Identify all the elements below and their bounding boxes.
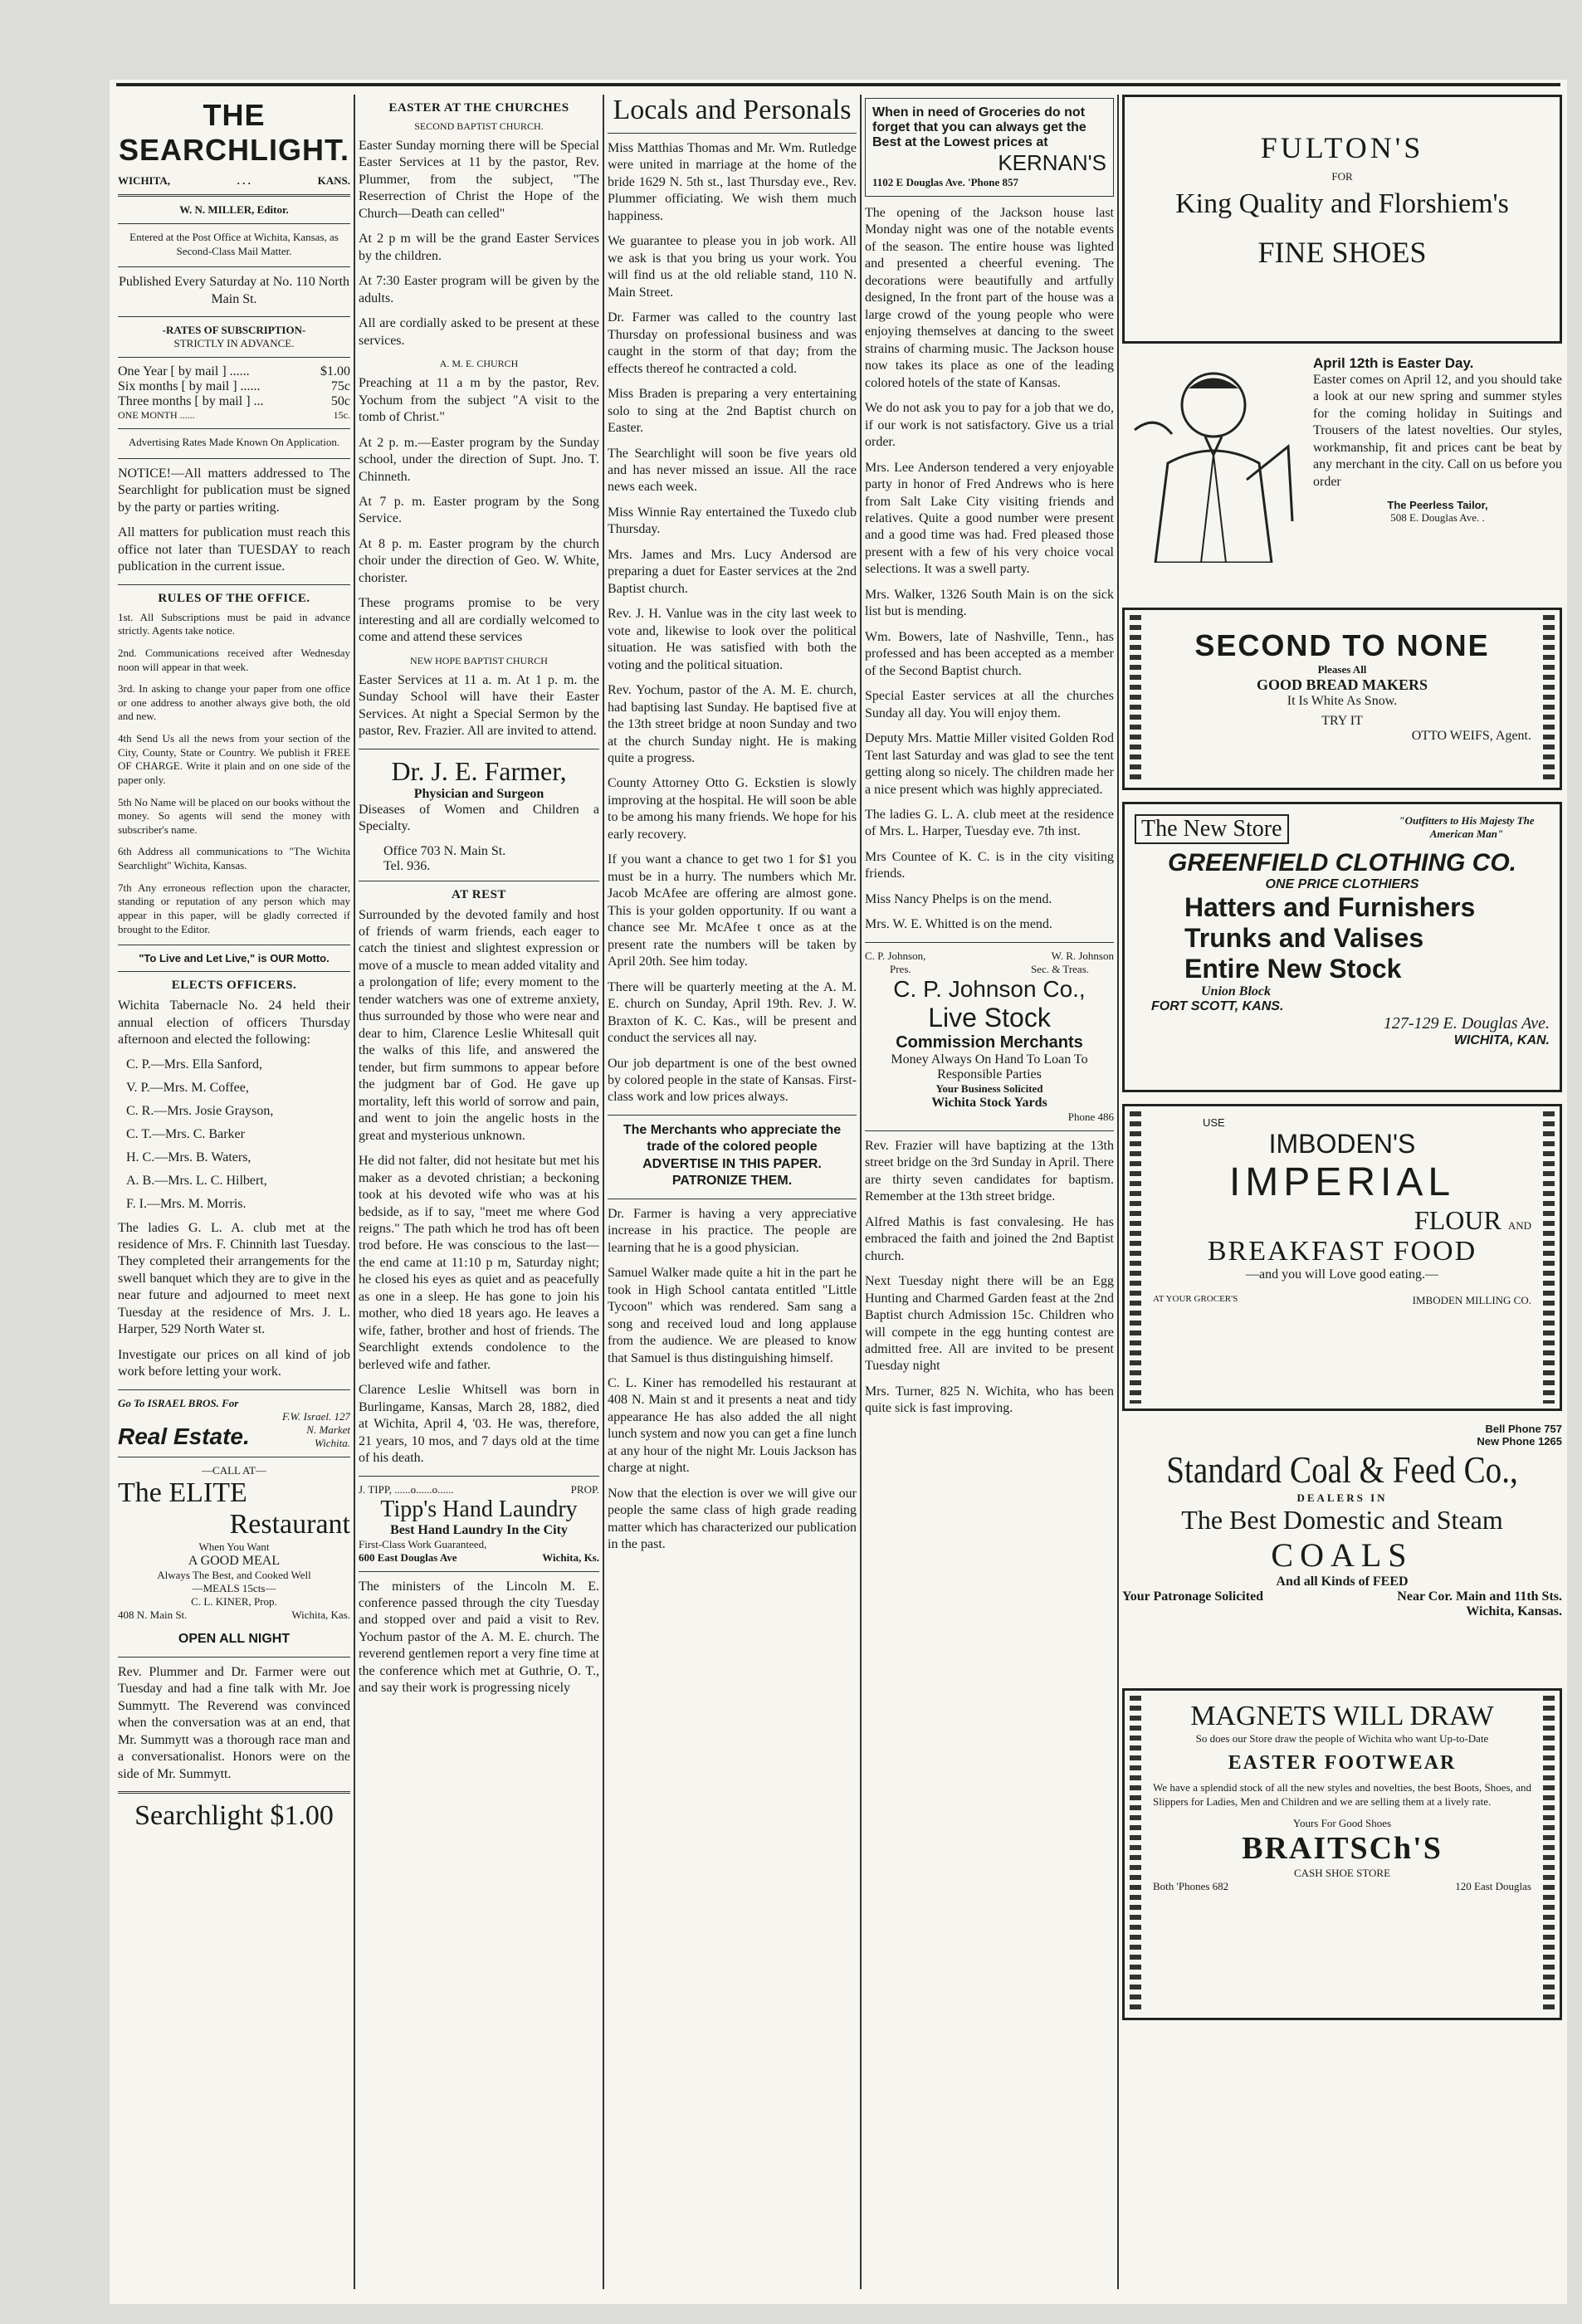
article-paragraph: Investigate our prices on all kind of job work before letting your work. [118,1347,350,1379]
divider [118,357,350,358]
merchants-notice: The Merchants who appreciate the trade of the colored people ADVERTISE IN THIS PAPER. PATRONIZE THEM. [623,1122,842,1189]
divider [118,316,350,317]
article-paragraph: Miss Nancy Phelps is on the mend. [865,891,1052,906]
column-rule [860,95,862,2289]
officer-line: A. B.—Mrs. L. C. Hilbert, [126,1173,267,1188]
top-rule [116,83,1560,86]
article-paragraph: Easter Sunday morning there will be Special Easter Services at 11 by the pastor, Rev. Plummer, from the subject, "The Reserrection of Christ the Hope of the Church—Death can celled" [359,139,599,221]
tipp-best: Best Hand Laundry In the City [390,1522,568,1537]
article-paragraph: Special Easter services at all the churches Sunday all day. You will enjoy them. [865,689,1114,720]
bread-ad: SECOND TO NONE Pleases All GOOD BREAD MAKERS It Is White As Snow. TRY IT OTTO WEIFS, Agent. [1122,608,1562,790]
column-rule [603,95,604,2289]
article-paragraph: County Attorney Otto G. Eckstien is slowly improving at the hospital. He will soon be able to be among his many friends. We hope for his early recovery. [608,776,857,842]
article-paragraph: Mrs. Walker, 1326 South Main is on the sick list but is mending. [865,587,1114,619]
article-paragraph: Surrounded by the devoted family and host of friends of warm friends, each eager to catch the tiniest and slightest expression or move of a muscle to mean added vitality and a prolongation of life; every moment to the tender watchers was one of extreme anxiety, thus surrounded by those who were near and dear to him, Clarence Leslie Whitesall quit the walks of this life, and answered the tender, but firm summons to appear before the judgment bar of God. He gave up mortality, left this world of sorrow and pain, and went to join the angelic hosts in the great and mysterious unknown. [359,907,599,1143]
article-paragraph: The ladies G. L. A. club met at the residence of Mrs. F. Chinnith last Tuesday. They completed their arrangements for the swell banquet which they are to give in the near future and adjourned to meet next Tuesday at the residence of Mrs. J. L. Harper, 529 North Water st. [118,1220,350,1337]
article-paragraph: Miss Matthias Thomas and Mr. Wm. Rutledge were united in marriage at the home of the bride 1629 N. 5th st., last Thursday eve., Rev. Plummer officiating. We wish them much happiness. [608,141,857,223]
divider [865,942,1114,943]
coal-ad: Bell Phone 757 New Phone 1265 Standard Coal & Feed Co., DEALERS IN The Best Domestic and Steam COALS And all Kinds of FEED Your Patronage Solicited Near Cor. Main and 11th Sts. Wichita, Kansas. [1122,1423,1562,1618]
fulton-ad: FULTON'S FOR King Quality and Florshiem's FINE SHOES [1122,95,1562,344]
divider [359,1476,599,1477]
divider [118,584,350,585]
elite-address: 408 N. Main St. Wichita, Kas. [118,1608,350,1621]
article-paragraph: Mrs. Turner, 825 N. Wichita, who has been quite sick is fast improving. [865,1384,1114,1416]
rate-row: One Year [ by mail ] ...... $1.00 [118,364,350,379]
article-paragraph: At 8 p. m. Easter program by the church choir under the direction of Geo. W. White, chorister. [359,536,599,585]
newspaper-page [110,80,1567,2304]
article-paragraph: There will be quarterly meeting at the A. M. E. church on Sunday, April 19th. Rev. J. W. Braxton of K. C. Kas., will be present and conduct the services all nay. [608,979,857,1046]
column-1 [118,95,350,2289]
elite-open: OPEN ALL NIGHT [178,1631,291,1646]
column-rule [1117,95,1119,2289]
article-paragraph: Mrs Countee of K. C. is in the city visiting friends. [865,849,1114,881]
article-paragraph: Alfred Mathis is fast convalesing. He has embraced the faith and joined the 2nd Baptist church. [865,1214,1114,1263]
kernan-name: KERNAN'S [998,150,1106,175]
article-paragraph: Next Tuesday night there will be an Egg Hunting and Charmed Garden feast at the 2nd Baptist church Admission 15c. Children who will compete in the egg hunting contest are admitted free. All are invited to be present Tuesday night [865,1274,1114,1374]
divider [118,428,350,429]
divider [865,1130,1114,1131]
officer-line: F. I.—Mrs. M. Morris. [126,1196,247,1211]
article-paragraph: The ministers of the Lincoln M. E. conference passed through the city Tuesday and stopped over and paid a visit to Rev. Yochum pastor of the A. M. E. church. The reverend gentlemen report a very fine time at the conference which met at Guthrie, O. T., and say their work is progressing nicely [359,1579,599,1696]
article-paragraph: Rev. Yochum, pastor of the A. M. E. church, had baptising last Sunday. He baptised five at the 13th street bridge at noon Sunday and two at the church Sunday night. He is making quite a progress. [608,683,857,765]
rules-heading: RULES OF THE OFFICE. [158,591,310,605]
elite-name: The ELITE [118,1477,247,1508]
article-paragraph: Dr. Farmer was called to the country last Thursday on professional business and was caught in the storm of that day; from the effects thereof he contracted a cold. [608,310,857,376]
cpj-commission: Commission Merchants [896,1033,1083,1052]
article-paragraph: Wm. Bowers, late of Nashville, Tenn., has professed and has been accepted as a member of the Second Baptist church. [865,629,1114,678]
tailor-illustration-icon [1122,355,1305,563]
article-paragraph: We do not ask you to pay for a job that we do, if our work is not satisfactory. Give us a trial order. [865,401,1114,450]
officer-line: C. R.—Mrs. Josie Grayson, [126,1103,274,1118]
cpj-livestock: Live Stock [928,1002,1051,1033]
rule-item: 5th No Name will be placed on our books without the money. So agents will send the money with subscriber's name. [118,795,350,836]
divider [118,223,350,224]
rest-heading: AT REST [452,887,506,901]
easter-heading: EASTER AT THE CHURCHES [388,101,569,115]
advertising-note: Advertising Rates Made Known On Application. [128,436,340,449]
kernan-address: 1102 E Douglas Ave. 'Phone 857 [872,176,1019,188]
article-paragraph: We guarantee to please you in job work. All we ask is that you bring us your work. You will find us at the old reliable stand, 110 N. Main Street. [608,234,857,300]
divider [118,1657,350,1658]
officer-line: C. P.—Mrs. Ella Sanford, [126,1057,262,1072]
divider [118,458,350,459]
article-paragraph: At 7:30 Easter program will be given by the adults. [359,274,599,305]
rule-item: 2nd. Communications received after Wednesday noon will appear in that week. [118,646,350,673]
price-banner: Searchlight $1.00 [134,1800,334,1832]
rule-item: 3rd. In asking to change your paper from one office or one address to another always give both, the old and new. [118,682,350,723]
masthead-place: WICHITA, . . . KANS. [118,174,350,187]
article-paragraph: All are cordially asked to be present at these services. [359,316,599,348]
elite-best: Always The Best, and Cooked Well [157,1568,311,1581]
article-paragraph: At 7 p. m. Easter program by the Song Service. [359,494,599,526]
article-paragraph: The ladies G. L. A. club meet at the residence of Mrs. L. Harper, Tuesday eve. 7th inst. [865,808,1114,839]
article-paragraph: Wichita Tabernacle No. 24 held their annual election of officers Thursday afternoon and elected the following: [118,998,350,1047]
church-heading: A. M. E. CHURCH [439,358,519,370]
tipp-title: Tipp's Hand Laundry [380,1496,578,1522]
rule-item: 1st. All Subscriptions must be paid in advance strictly. Agents take notice. [118,610,350,637]
farmer-tel: Tel. 936. [383,858,431,873]
divider [608,133,857,134]
cpj-ad: C. P. Johnson, W. R. Johnson Pres. Sec. & Treas. C. P. Johnson Co., Live Stock Commission Merchants Money Always On Hand To Loan To Responsible Parties Your Business Solicited Wichita Stock Yards Phone 486 [865,949,1114,1123]
divider [118,1389,350,1390]
elite-want: When You Want [198,1540,270,1553]
cpj-phone: Phone 486 [1067,1110,1114,1123]
divider [359,1571,599,1572]
article-paragraph: C. L. Kiner has remodelled his restaurant at 408 N. Main st and it presents a neat and tidy appearance He has also added the all night lunch system and now you can get a fine lunch at any hour of the night Mr. Louis Jackson has charge at night. [608,1376,857,1476]
officer-line: H. C.—Mrs. B. Waters, [126,1150,251,1164]
column-5-ads [1122,95,1562,2289]
kernan-ad: When in need of Groceries do not forget that you can always get the Best at the Lowest prices at KERNAN'S 1102 E Douglas Ave. 'Phone 857 [865,98,1114,197]
article-paragraph: Rev. Frazier will have baptizing at the 13th street bridge on the 3rd Sunday in April. There are thirty seven candidates for baptism. Remember at the 13th street bridge. [865,1138,1114,1204]
article-paragraph: Easter Services at 11 a. m. At 1 p. m. the Sunday School will have their Easter Services. At night a Special Sermon by the pastor, Rev. Frazier. All are invited to attend. [359,672,599,739]
cpj-solicit: Your Business Solicited [935,1081,1043,1095]
column-3 [608,95,857,2289]
article-paragraph: Now that the election is over we will give our people the same class of high grade reading matter which has characterized our publication in the past. [608,1486,857,1552]
rule-item: 6th Address all communications to "The Wichita Searchlight" Wichita, Kansas. [118,845,350,872]
article-paragraph: Mrs. Lee Anderson tendered a very enjoyable party in honor of Fred Andrews who is here from Salt Lake City visiting friends and relatives. Quite a good number were present and a good time was had. Fred pleased those present with a few of his very choice vocal selections. It was a swell party. [865,460,1114,577]
article-paragraph: At 2 p m will be the grand Easter Services by the children. [359,232,599,263]
imboden-ad: USE IMBODEN'S IMPERIAL FLOUR AND BREAKFAST FOOD —and you will Love good eating.— AT YOUR GROCER'S IMBODEN MILLING CO. [1122,1104,1562,1411]
israel-ad: Real Estate. F.W. Israel. 127 N. Market Wichita. [118,1409,350,1449]
rates-heading: -RATES OF SUBSCRIPTION- [162,324,306,337]
rate-row: Six months [ by mail ] ...... 75c [118,379,350,394]
divider [118,266,350,267]
column-rule [354,95,355,2289]
divider [118,1791,350,1794]
rates-subheading: STRICTLY IN ADVANCE. [173,337,295,350]
israel-ad-line: Go To ISRAEL BROS. For [118,1396,239,1409]
article-paragraph: Our job department is one of the best owned by colored people in the state of Kansas. First-class work and low prices always. [608,1056,857,1105]
farmer-specialty: Diseases of Women and Children a Specialty. [359,802,599,834]
article-paragraph: Rev. J. H. Vanlue was in the city last week to vote and, likewise to look over the political situation. He was satisfied with both the voting and the political situation. [608,607,857,672]
entered-notice: Entered at the Post Office at Wichita, Kansas, as Second-Class Mail Matter. [129,231,339,257]
officer-line: V. P.—Mrs. M. Coffee, [126,1080,249,1095]
article-paragraph: The opening of the Jackson house last Monday night was one of the notable events of the season. The entire house was lighted and presented a cheerful evening. The decorations were beautifully and artfully designed, In the front part of the house was a large crowd of the young people who were enjoying themselves at dancing to the sweet strains of charming music. The Jackson house now takes its place as one of the leading colored hotels of the state of Kansas. [865,206,1114,390]
braitsch-ad: MAGNETS WILL DRAW So does our Store draw the people of Wichita who want Up-to-Date EASTER FOOTWEAR We have a splendid stock of all the new styles and novelties, the best Boots, Shoes, and Slippers for Ladies, Men and Children and we are selling them at a lively rate. Yours For Good Shoes BRAITSCh'S CASH SHOE STORE Both 'Phones 682 120 East Douglas [1122,1688,1562,2020]
farmer-name: Dr. J. E. Farmer, [391,755,567,786]
elite-prop: C. L. KINER, Prop. [191,1594,277,1608]
rates-list [118,364,350,422]
imb-flour: FLOUR [1414,1205,1501,1235]
article-paragraph: Clarence Leslie Whitsell was born in Burlingame, Kansas, March 28, 1882, died at Wichita, April 4, '03. He was, therefore, 21 years, 10 mos, and 7 days old at the time of his death. [359,1383,599,1466]
article-paragraph: At 2 p. m.—Easter program by the Sunday school, under the direction of Supt. Jno. T. Chinneth. [359,435,599,484]
farmer-title: Physician and Surgeon [413,786,544,801]
tipp-address: 600 East Douglas Ave Wichita, Ks. [359,1550,599,1564]
farmer-office: Office 703 N. Main St. [383,843,506,858]
published-notice: Published Every Saturday at No. 110 North Main St. [118,275,350,306]
rule-item: 7th Any erroneous reflection upon the character, standing or reputation of any person which may appear in this paper, will be gladly corrected if brought to the Editor. [118,881,350,935]
officer-line: C. T.—Mrs. C. Barker [126,1126,245,1141]
editor-line: W. N. MILLER, Editor. [179,203,289,216]
notice-paragraph: NOTICE!—All matters addressed to The Searchlight for publication must be signed by the party or parties writing. [118,466,350,515]
church-heading: NEW HOPE BAPTIST CHURCH [410,654,548,666]
rate-row: ONE MONTH ...... 15c. [118,409,350,422]
tipp-work: First-Class Work Guaranteed, [359,1537,487,1550]
rule-item: 4th Send Us all the news from your section of the City, County, State or Country. We publish it FREE OF CHARGE. Write it plain and on one side of the paper only. [118,732,350,786]
masthead-title: THE SEARCHLIGHT. [118,98,349,167]
imb-and: AND [1507,1219,1531,1232]
divider [608,1115,857,1116]
article-paragraph: Samuel Walker made quite a hit in the part he took in High School cantata entitled "Little Tycoon" which was rendered. Sam sang a song and received loud and long applause from the audience. We are pleased to know that Samuel is thus distinguishing himself. [608,1266,857,1365]
elite-meals: —MEALS 15cts— [192,1581,276,1594]
article-paragraph: Mrs. James and Mrs. Lucy Andersod are preparing a duet for Easter services at the 2nd Baptist church. [608,547,857,596]
article-paragraph: Miss Winnie Ray entertained the Tuxedo club Thursday. [608,505,857,537]
elite-call: —CALL AT— [202,1463,266,1477]
article-paragraph: Mrs. W. E. Whitted is on the mend. [865,917,1052,932]
column-2 [359,95,599,2289]
cpj-money: Money Always On Hand To Loan To Responsible Parties [891,1052,1088,1081]
motto: "To Live and Let Live," is OUR Motto. [139,952,330,965]
article-paragraph: Miss Braden is preparing a very entertaining solo to sing at the 2nd Baptist church on Easter. [608,387,857,436]
elite-restaurant: Restaurant [229,1508,350,1540]
article-paragraph: Rev. Plummer and Dr. Farmer were out Tuesday and had a fine talk with Mr. Joe Summytt. The Reverend was convinced when the conversation was at an end, that Mr. Summytt was a thorough race man and a conversationalist. Honors were on the side of Mr. Summytt. [118,1664,350,1781]
elite-meal: A GOOD MEAL [188,1553,281,1568]
notice-paragraph: All matters for publication must reach this office not later than TUESDAY to reach publication in the current issue. [118,525,350,574]
article-paragraph: He did not falter, did not hesitate but met his maker as a devoted christian; a beckoning took at his devoted wife who was at his bedside, as if to say, "meet me where God reigns." The path which he trod has oft been trod before. He was conscious to the last—the end came at 11:10 p m, Saturday night; he closed his eyes as quiet and as peacefully as one in a sleep. He has gone to join his mother, who died 18 years ago. He leaves a wife, father, brother and host of friends. The Searchlight extends condolence to the berleved wife and father. [359,1154,599,1372]
tailor-ad: April 12th is Easter Day. Easter comes on April 12, and you should take a look at our new spring and summer styles for the coming holiday in Suitings and Trousers of the latest novelties. Our styles, workmanship, fit and prices cant be beat by any merchant in the city. Call on us before you order The Peerless Tailor, 508 E. Douglas Ave. . [1122,355,1562,596]
article-paragraph: Preaching at 11 a m by the pastor, Rev. Yochum from the subject "A visit to the tomb of Christ." [359,376,599,425]
article-paragraph: Dr. Farmer is having a very appreciative increase in his practice. The people are learning that he is a good physician. [608,1206,857,1255]
article-paragraph: These programs promise to be very interesting and all are cordially welcomed to come and attend these services [359,596,599,645]
column-4 [865,95,1114,2289]
elects-heading: ELECTS OFFICERS. [171,979,297,993]
article-paragraph: The Searchlight will soon be five years old and has never missed an issue. All the race news each week. [608,446,857,495]
article-paragraph: Deputy Mrs. Mattie Miller visited Golden Rod Tent last Saturday and was glad to see the tent getting along so nicely. The children made her a nice present which was highly appreciated. [865,731,1114,797]
cpj-yards: Wichita Stock Yards [931,1095,1047,1110]
divider [118,194,350,197]
greenfield-ad: The New Store "Outfitters to His Majesty The American Man" GREENFIELD CLOTHING CO. ONE PRICE CLOTHIERS Hatters and Furnishers Trunks and Valises Entire New Stock Union Block FORT SCOTT, KANS. 127-129 E. Douglas Ave. WICHITA, KAN. [1122,802,1562,1092]
divider [118,971,350,972]
rate-row: Three months [ by mail ] ... 50c [118,394,350,409]
cpj-name: C. P. Johnson Co., [893,975,1086,1002]
tipp-prop: J. TIPP, ......o......o...... PROP. [359,1482,599,1496]
article-paragraph: If you want a chance to get two 1 for $1 you must be in a hurry. The numbers which Mr. Jacob McAfee are offering are almost gone. This is your golden opportunity. If ou want a chance see Mr. McAfee t once as at the present rate the numbers will be taken by April 20th. See him today. [608,852,857,969]
locals-title: Locals and Personals [613,95,852,125]
church-heading: SECOND BAPTIST CHURCH. [414,120,544,132]
